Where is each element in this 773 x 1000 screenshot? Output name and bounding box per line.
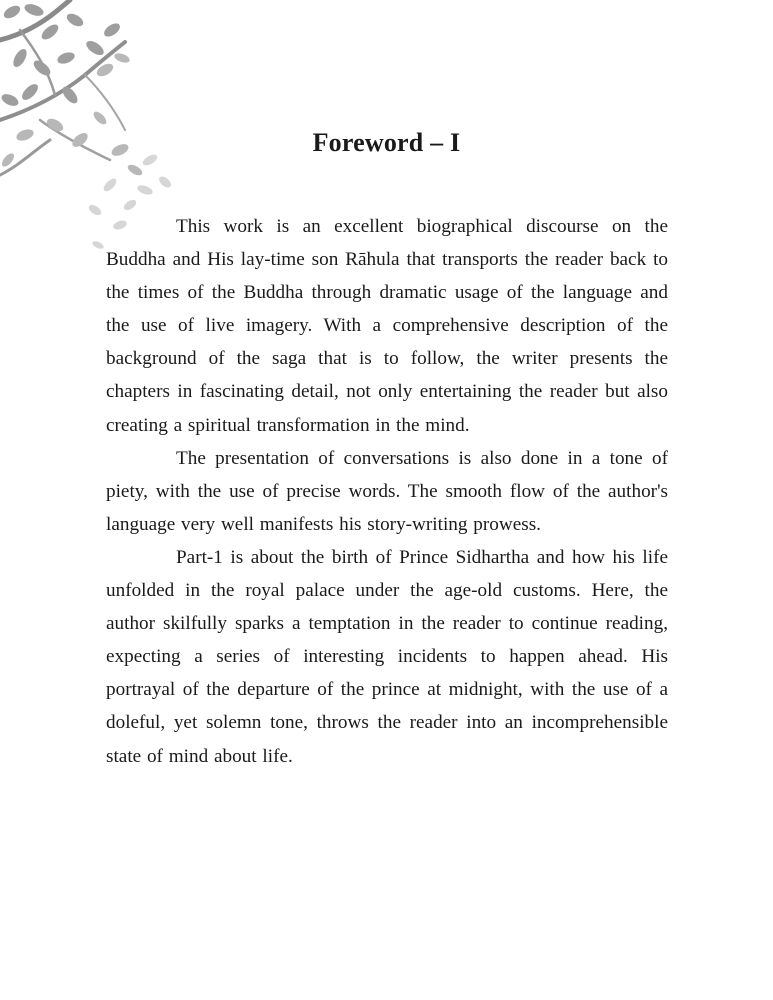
paragraph-1: This work is an excellent biographical discourse on the Buddha and His lay-time son Rāhula that transports the reader back to the times of the Buddha through dramatic usage of the language and the use of live imagery. With a comprehensive description of the background of the saga that is to follow, the writer presents the chapters in fascinating detail, not only entertaining the reader but also creating a spiritual transformation in the mind. xyxy=(106,216,668,436)
page-title: Foreword – I xyxy=(312,128,461,157)
foreword-body xyxy=(106,210,668,773)
paragraph-3: Part-1 is about the birth of Prince Sidhartha and how his life unfolded in the royal palace under the age-old customs. Here, the author skilfully sparks a temptation in the reader to continue reading, expecting a series of interesting incidents to happen ahead. His portrayal of the departure of the prince at midnight, with the use of a doleful, yet solemn tone, throws the reader into an incomprehensible state of mind about life. xyxy=(106,546,668,767)
paragraph-2: The presentation of conversations is also done in a tone of piety, with the use of precise words. The smooth flow of the author's language very well manifests his story-writing prowess. xyxy=(106,447,668,535)
